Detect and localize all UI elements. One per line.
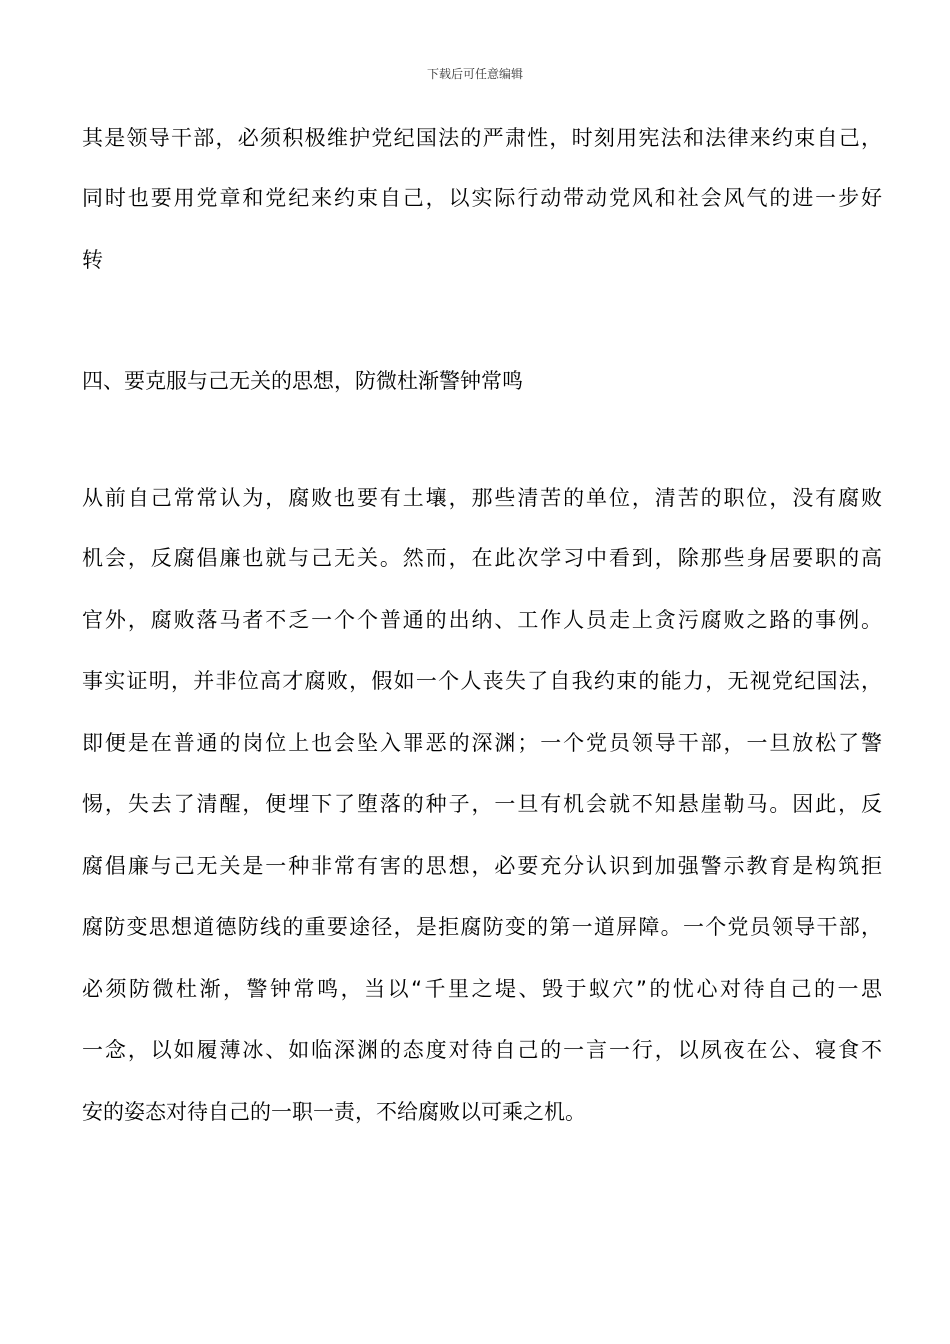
section-heading: 四、要克服与己无关的思想，防微杜渐警钟常鸣 <box>82 369 523 393</box>
paragraph-2-line-11: 安的姿态对待自己的一职一责，不给腐败以可乘之机。 <box>82 1100 586 1124</box>
paragraph-2-line-1: 从前自己常常认为，腐败也要有土壤，那些清苦的单位，清苦的职位，没有腐败 <box>82 486 882 510</box>
paragraph-2-line-7: 腐倡廉与己无关是一种非常有害的思想，必要充分认识到加强警示教育是构筑拒 <box>82 854 882 878</box>
paragraph-1-line-1: 其是领导干部，必须积极维护党纪国法的严肃性，时刻用宪法和法律来约束自己， <box>82 126 882 150</box>
paragraph-1-line-3: 转 <box>82 248 103 272</box>
paragraph-2-line-3: 官外，腐败落马者不乏一个个普通的出纳、工作人员走上贪污腐败之路的事例。 <box>82 608 882 632</box>
paragraph-2-line-2: 机会，反腐倡廉也就与己无关。然而，在此次学习中看到，除那些身居要职的高 <box>82 546 882 570</box>
paragraph-2-line-10: 一念，以如履薄冰、如临深渊的态度对待自己的一言一行，以夙夜在公、寝食不 <box>82 1038 882 1062</box>
paragraph-2-line-4: 事实证明，并非位高才腐败，假如一个人丧失了自我约束的能力，无视党纪国法， <box>82 669 882 693</box>
paragraph-2-line-8: 腐防变思想道德防线的重要途径，是拒腐防变的第一道屏障。一个党员领导干部， <box>82 915 882 939</box>
paragraph-1-line-2: 同时也要用党章和党纪来约束自己，以实际行动带动党风和社会风气的进一步好 <box>82 186 882 210</box>
paragraph-2-line-6: 惕，失去了清醒，便埋下了堕落的种子，一旦有机会就不知悬崖勒马。因此，反 <box>82 792 882 816</box>
paragraph-2-line-9: 必须防微杜渐，警钟常鸣，当以“千里之堤、毁于蚁穴”的忧心对待自己的一思 <box>82 977 882 1001</box>
page-header: 下载后可任意编辑 <box>426 67 523 81</box>
paragraph-2-line-5: 即便是在普通的岗位上也会坠入罪恶的深渊；一个党员领导干部，一旦放松了警 <box>82 731 882 755</box>
